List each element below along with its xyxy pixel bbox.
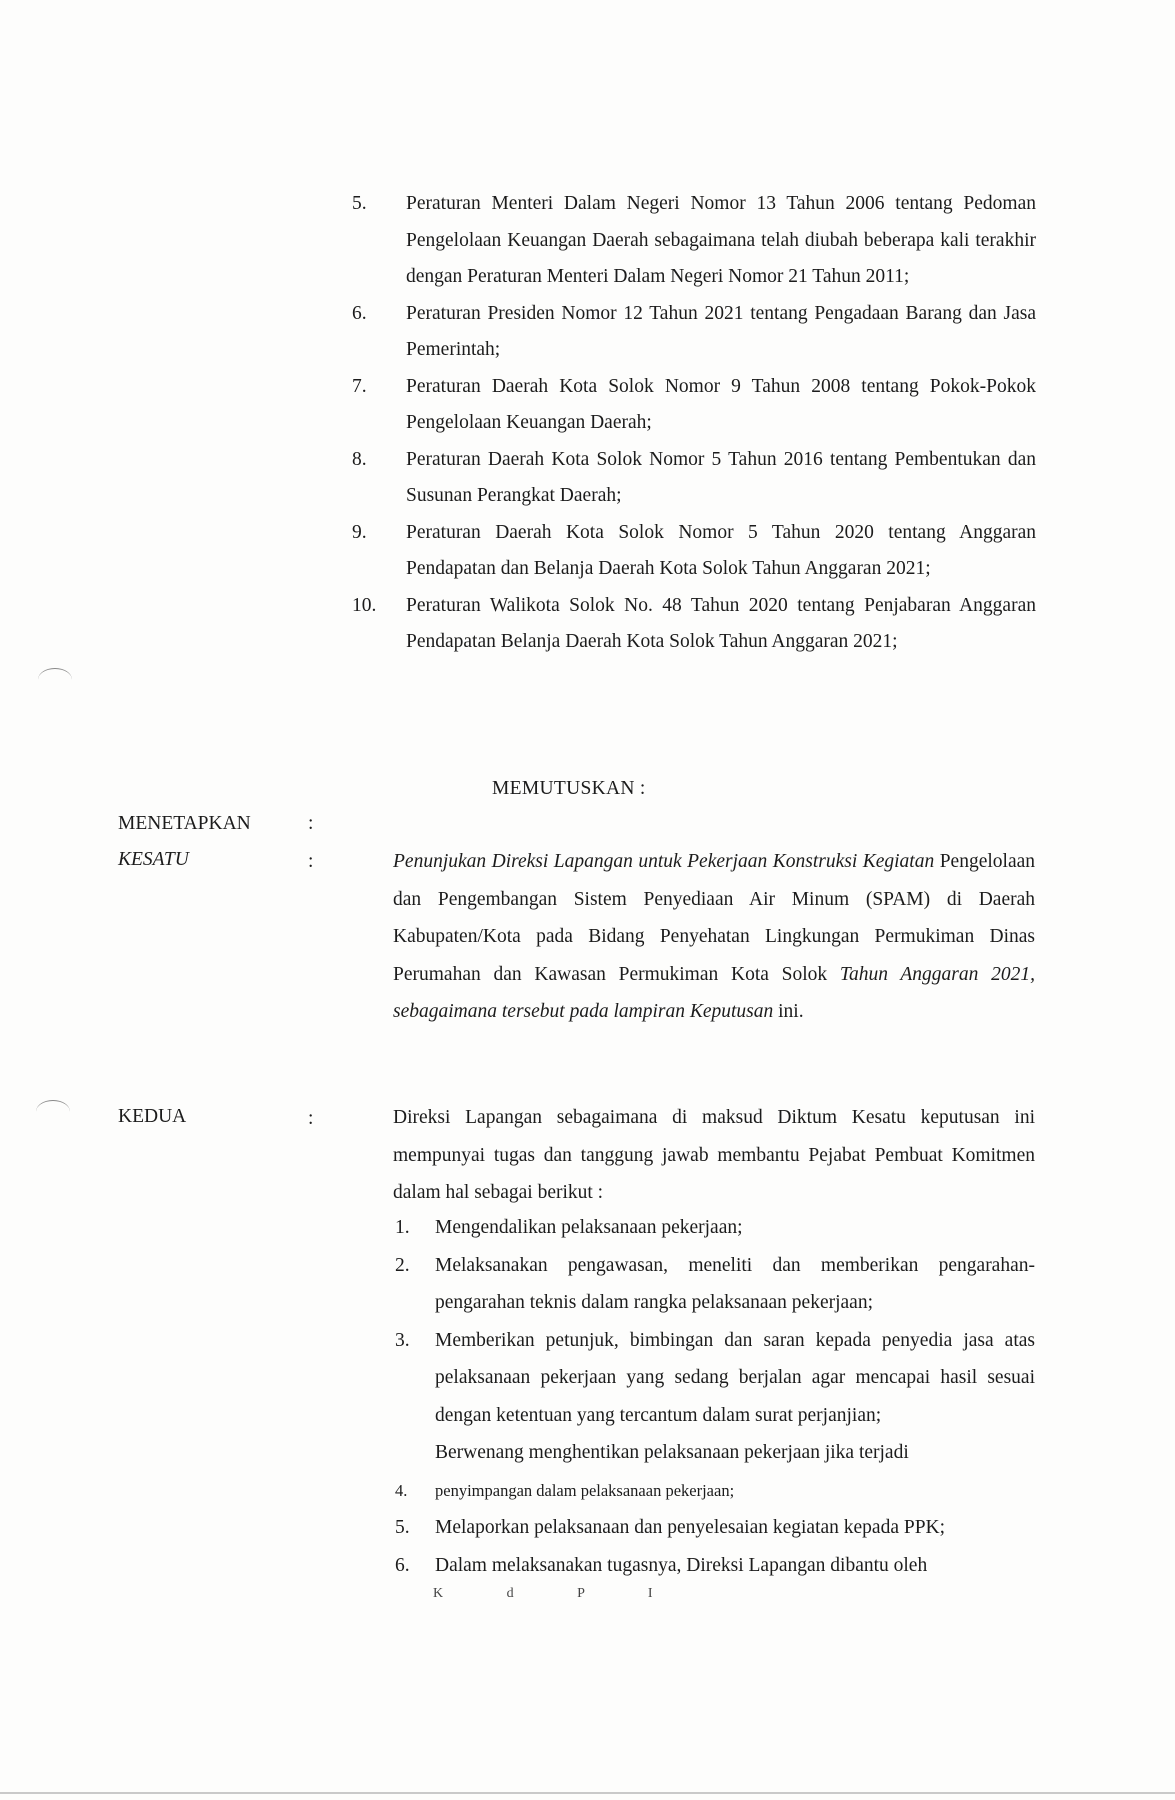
item-number: 6. — [352, 302, 367, 324]
section-heading: MEMUTUSKAN : — [492, 778, 646, 799]
item-text: Peraturan Daerah Kota Solok Nomor 9 Tahun 2008 tentang Pokok-Pokok Pengelolaan Keuangan Daerah; — [406, 375, 1036, 433]
kesatu-label: KESATU — [118, 849, 189, 870]
item-number: 10. — [352, 594, 377, 616]
kedua-duties-list — [393, 1209, 1035, 1584]
kesatu-text-italic-2: Tahun Anggaran 2021, sebagaimana tersebut pada lampiran Keputusan — [393, 963, 1035, 1022]
item-text: Peraturan Presiden Nomor 12 Tahun 2021 tentang Pengadaan Barang dan Jasa Pemerintah; — [406, 302, 1036, 360]
considerations-list — [352, 186, 1036, 661]
item-number: 2. — [395, 1254, 410, 1276]
item-text: Melaporkan pelaksanaan dan penyelesaian kegiatan kepada PPK; — [435, 1517, 946, 1538]
kedua-intro: Direksi Lapangan sebagaimana di maksud Diktum Kesatu keputusan ini mempunyai tugas dan tanggung jawab membantu Pejabat Pembuat Komitmen dalam hal sebagai berikut : — [393, 1107, 1035, 1203]
item-number: 1. — [395, 1217, 410, 1238]
list-item — [352, 186, 1036, 296]
item-number: 6. — [395, 1554, 410, 1576]
item-text: Melaksanakan pengawasan, meneliti dan memberikan pengarahan-pengarahan teknis dalam rangka pelaksanaan pekerjaan; — [435, 1254, 1035, 1313]
item-text: Dalam melaksanakan tugasnya, Direksi Lapangan dibantu oleh — [435, 1554, 928, 1576]
scan-edge-line — [0, 1792, 1175, 1794]
list-item — [393, 1472, 1035, 1510]
list-item — [393, 1247, 1035, 1322]
item-text: penyimpangan dalam pelaksanaan pekerjaan; — [435, 1480, 735, 1500]
scan-mark — [36, 1100, 70, 1123]
scan-mark — [38, 668, 72, 691]
item-number: 8. — [352, 448, 367, 470]
item-text: Peraturan Walikota Solok No. 48 Tahun 2020 tentang Penjabaran Anggaran Pendapatan Belanja Daerah Kota Solok Tahun Anggaran 2021; — [406, 594, 1036, 652]
list-item — [393, 1547, 1035, 1585]
kesatu-text — [393, 843, 1035, 1031]
menetapkan-colon: : — [308, 813, 314, 834]
item-text: Peraturan Daerah Kota Solok Nomor 5 Tahun 2016 tentang Pembentukan dan Susunan Perangkat Daerah; — [406, 448, 1036, 506]
item-text: Mengendalikan pelaksanaan pekerjaan; — [435, 1217, 743, 1238]
item-number: 3. — [395, 1329, 410, 1351]
list-item — [352, 369, 1036, 442]
list-item — [352, 296, 1036, 369]
item-number: 7. — [352, 375, 367, 397]
item-number: 9. — [352, 521, 367, 543]
list-item — [393, 1209, 1035, 1247]
kesatu-text-plain: Pengelolaan dan Pengembangan Sistem Penyediaan Air Minum (SPAM) di Daerah Kabupaten/Kota pada Bidang Penyehatan Lingkungan Permukiman Dinas Perumahan dan Kawasan Permukiman Kota Solok — [393, 851, 1036, 985]
item-number: 4. — [395, 1480, 408, 1500]
kesatu-text-italic-1: Penunjukan Direksi Lapangan untuk Pekerjaan Konstruksi Kegiatan — [393, 851, 935, 872]
item-number: 5. — [395, 1517, 410, 1538]
item-number: 5. — [352, 193, 367, 214]
menetapkan-label: MENETAPKAN — [118, 813, 251, 834]
item-text: Peraturan Daerah Kota Solok Nomor 5 Tahun 2020 tentang Anggaran Pendapatan dan Belanja Daerah Kota Solok Tahun Anggaran 2021; — [406, 521, 1036, 579]
item-text: Memberikan petunjuk, bimbingan dan saran kepada penyedia jasa atas pelaksanaan pekerjaan yang sedang berjalan agar mencapai hasil sesuai dengan ketentuan yang tercantum dalam surat perjanjian; — [435, 1329, 1035, 1426]
kedua-colon: : — [308, 1108, 314, 1129]
kesatu-colon: : — [308, 851, 314, 872]
cut-off-text-line: K d P I — [433, 1586, 683, 1601]
list-item — [393, 1434, 1035, 1472]
kesatu-text-end: ini. — [778, 1001, 804, 1022]
item-text: Berwenang menghentikan pelaksanaan pekerjaan jika terjadi — [435, 1442, 909, 1463]
list-item — [393, 1509, 1035, 1547]
item-text: Peraturan Menteri Dalam Negeri Nomor 13 Tahun 2006 tentang Pedoman Pengelolaan Keuangan Daerah sebagaimana telah diubah beberapa kali terakhir dengan Peraturan Menteri Dalam Negeri Nomor 21 Tahun 2011; — [406, 193, 1036, 287]
list-item — [393, 1322, 1035, 1435]
list-item — [352, 588, 1036, 661]
list-item — [352, 442, 1036, 515]
list-item — [352, 515, 1036, 588]
kedua-label: KEDUA — [118, 1106, 187, 1127]
